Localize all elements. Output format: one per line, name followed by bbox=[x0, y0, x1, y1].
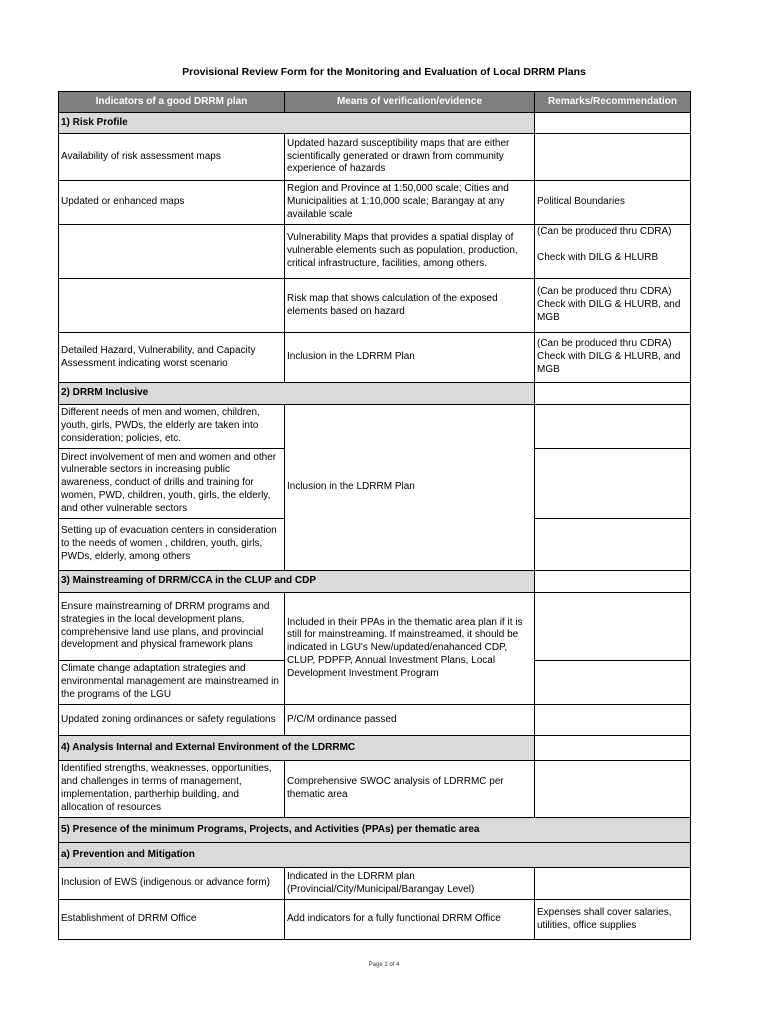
remarks-cell: (Can be produced thru CDRA) Check with DILG & HLURB, and MGB bbox=[535, 333, 691, 383]
subsection-title: a) Prevention and Mitigation bbox=[59, 843, 691, 868]
table-row bbox=[59, 225, 691, 279]
indicator-cell bbox=[59, 279, 285, 333]
remarks-cell bbox=[535, 705, 691, 736]
table-row bbox=[59, 761, 691, 818]
indicator-cell: Setting up of evacuation centers in consideration to the needs of women , children, youth, girls, PWDs, elderly, among others bbox=[59, 519, 285, 571]
section-row-prevention bbox=[59, 843, 691, 868]
section-row-mainstreaming bbox=[59, 571, 691, 593]
means-cell: Comprehensive SWOC analysis of LDRRMC per thematic area bbox=[285, 761, 535, 818]
remarks-cell: Political Boundaries bbox=[535, 181, 691, 225]
table-row bbox=[59, 593, 691, 661]
indicator-cell bbox=[59, 225, 285, 279]
header-remarks: Remarks/Recommendation bbox=[535, 92, 691, 113]
remarks-cell bbox=[535, 868, 691, 900]
means-cell: Inclusion in the LDRRM Plan bbox=[285, 405, 535, 571]
means-cell: Inclusion in the LDRRM Plan bbox=[285, 333, 535, 383]
remarks-cell bbox=[535, 571, 691, 593]
section-title: 5) Presence of the minimum Programs, Projects, and Activities (PPAs) per thematic area bbox=[59, 818, 691, 843]
document-title: Provisional Review Form for the Monitoring and Evaluation of Local DRRM Plans bbox=[182, 66, 586, 78]
section-row-risk-profile bbox=[59, 113, 691, 134]
indicator-cell: Climate change adaptation strategies and environmental management are mainstreamed in the programs of the LGU bbox=[59, 661, 285, 705]
indicator-cell: Identified strengths, weaknesses, opportunities, and challenges in terms of management, implementation, partherhip building, and allocation of resources bbox=[59, 761, 285, 818]
section-title: 2) DRRM Inclusive bbox=[59, 383, 535, 405]
table-row bbox=[59, 134, 691, 181]
indicator-cell: Availability of risk assessment maps bbox=[59, 134, 285, 181]
means-cell: Vulnerability Maps that provides a spatial display of vulnerable elements such as population, production, critical infrastructure, facilities, among others. bbox=[285, 225, 535, 279]
means-cell: Updated hazard susceptibility maps that are either scientifically generated or drawn from community experience of hazards bbox=[285, 134, 535, 181]
means-cell: Risk map that shows calculation of the exposed elements based on hazard bbox=[285, 279, 535, 333]
remarks-cell bbox=[535, 661, 691, 705]
section-title: 3) Mainstreaming of DRRM/CCA in the CLUP and CDP bbox=[59, 571, 535, 593]
remarks-cell bbox=[535, 405, 691, 449]
section-row-analysis bbox=[59, 736, 691, 761]
indicator-cell: Direct involvement of men and women and other vulnerable sectors in increasing public awareness, conduct of drills and training for women, PWD, children, youth, girls, the elderly, and other vulnerable sectors bbox=[59, 449, 285, 519]
remarks-cell bbox=[535, 736, 691, 761]
page-number: Page 1 of 4 bbox=[368, 962, 400, 968]
indicator-cell: Establishment of DRRM Office bbox=[59, 900, 285, 940]
means-cell: Add indicators for a fully functional DRRM Office bbox=[285, 900, 535, 940]
indicator-cell: Inclusion of EWS (indigenous or advance form) bbox=[59, 868, 285, 900]
table-row bbox=[59, 900, 691, 940]
remarks-cell bbox=[535, 134, 691, 181]
means-cell: Region and Province at 1:50,000 scale; Cities and Municipalities at 1:10,000 scale; Barangay at any available scale bbox=[285, 181, 535, 225]
remarks-cell: (Can be produced thru CDRA) Check with DILG & HLURB bbox=[535, 225, 691, 279]
review-form-table bbox=[58, 91, 691, 940]
section-title: 4) Analysis Internal and External Environment of the LDRRMC bbox=[59, 736, 535, 761]
table-row bbox=[59, 868, 691, 900]
header-row bbox=[59, 92, 691, 113]
section-row-drrm-inclusive bbox=[59, 383, 691, 405]
remarks-cell bbox=[535, 519, 691, 571]
indicator-cell: Updated or enhanced maps bbox=[59, 181, 285, 225]
table-row bbox=[59, 279, 691, 333]
table-row bbox=[59, 705, 691, 736]
indicator-cell: Updated zoning ordinances or safety regulations bbox=[59, 705, 285, 736]
section-row-ppas bbox=[59, 818, 691, 843]
indicator-cell: Detailed Hazard, Vulnerability, and Capacity Assessment indicating worst scenario bbox=[59, 333, 285, 383]
remarks-cell bbox=[535, 449, 691, 519]
remarks-cell: (Can be produced thru CDRA) Check with DILG & HLURB, and MGB bbox=[535, 279, 691, 333]
means-cell: Indicated in the LDRRM plan (Provincial/City/Municipal/Barangay Level) bbox=[285, 868, 535, 900]
means-cell: Included in their PPAs in the thematic area plan if it is still for mainstreaming. If mainstreamed, it should be indicated in LGU's New/updated/enahanced CDP, CLUP, PDPFP, Annual Investment Plans, Local Development Investment Program bbox=[285, 593, 535, 705]
table-row bbox=[59, 181, 691, 225]
remarks-cell bbox=[535, 761, 691, 818]
remarks-cell bbox=[535, 593, 691, 661]
indicator-cell: Ensure mainstreaming of DRRM programs and strategies in the local development plans, comprehensive land use plans, and provincial development and physical framework plans bbox=[59, 593, 285, 661]
table-row bbox=[59, 405, 691, 449]
section-title: 1) Risk Profile bbox=[59, 113, 535, 134]
indicator-cell: Different needs of men and women, children, youth, girls, PWDs, the elderly are taken into consideration; policies, etc. bbox=[59, 405, 285, 449]
remarks-cell: Expenses shall cover salaries, utilities, office supplies bbox=[535, 900, 691, 940]
remarks-cell bbox=[535, 383, 691, 405]
header-means: Means of verification/evidence bbox=[285, 92, 535, 113]
header-indicators: Indicators of a good DRRM plan bbox=[59, 92, 285, 113]
table-row bbox=[59, 333, 691, 383]
remarks-cell bbox=[535, 113, 691, 134]
means-cell: P/C/M ordinance passed bbox=[285, 705, 535, 736]
